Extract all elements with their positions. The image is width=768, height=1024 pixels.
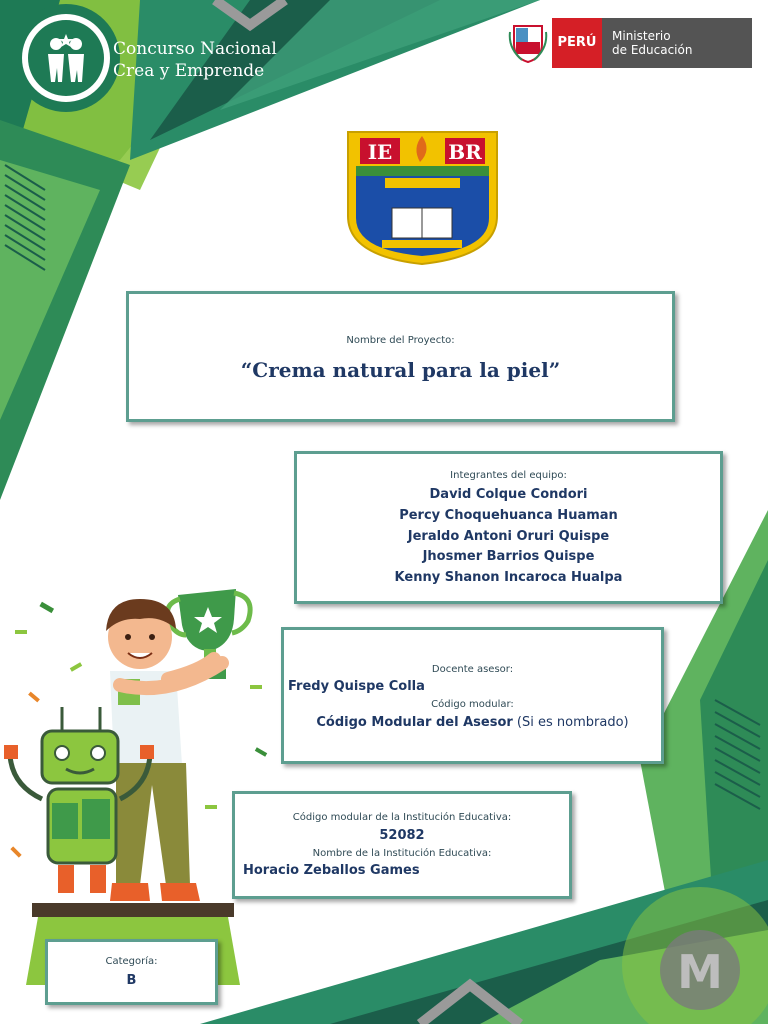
svg-text:M: M — [677, 945, 723, 999]
advisor-label: Docente asesor: — [431, 664, 514, 675]
category-value: B — [126, 973, 137, 988]
project-label: Nombre del Proyecto: — [346, 335, 455, 346]
ministry-logo — [500, 18, 752, 68]
coat-of-arms-icon — [508, 22, 548, 64]
peru-label: PERÚ — [552, 18, 602, 68]
advisor-name: Fredy Quispe Colla — [288, 679, 425, 694]
category-label: Categoría: — [105, 956, 158, 967]
ministry-label: Ministerio de Educación — [602, 18, 752, 68]
advisor-box — [281, 627, 664, 764]
team-box — [294, 451, 723, 604]
student-trophy-illustration — [0, 585, 290, 985]
team-member: David Colque Condori — [429, 487, 588, 502]
institution-code-label: Código modular de la Institución Educativa: — [292, 812, 512, 823]
project-title: “Crema natural para la piel” — [240, 358, 561, 382]
institution-name: Horacio Zeballos Games — [243, 863, 420, 878]
project-box — [126, 291, 675, 422]
school-shield-logo — [340, 126, 505, 268]
team-member: Jeraldo Antoni Oruri Quispe — [407, 529, 610, 544]
institution-name-label: Nombre de la Institución Educativa: — [312, 848, 492, 859]
shield-right-text: BR — [448, 140, 482, 164]
children-icon — [40, 32, 92, 84]
advisor-code-value: Código Modular del Asesor — [316, 715, 513, 730]
advisor-code-label: Código modular: — [431, 699, 514, 710]
team-label: Integrantes del equipo: — [450, 470, 567, 481]
institution-box — [232, 791, 572, 899]
team-member: Kenny Shanon Incaroca Hualpa — [394, 570, 623, 585]
contest-title: Concurso Nacional Crea y Emprende — [113, 39, 277, 81]
category-box — [45, 939, 218, 1005]
team-member: Jhosmer Barrios Quispe — [422, 549, 595, 564]
advisor-code-note: (Si es nombrado) — [516, 715, 629, 730]
advisor-code — [284, 715, 661, 730]
institution-code: 52082 — [379, 828, 425, 843]
team-member: Percy Choquehuanca Huaman — [399, 508, 618, 523]
shield-left-text: IE — [367, 140, 393, 164]
